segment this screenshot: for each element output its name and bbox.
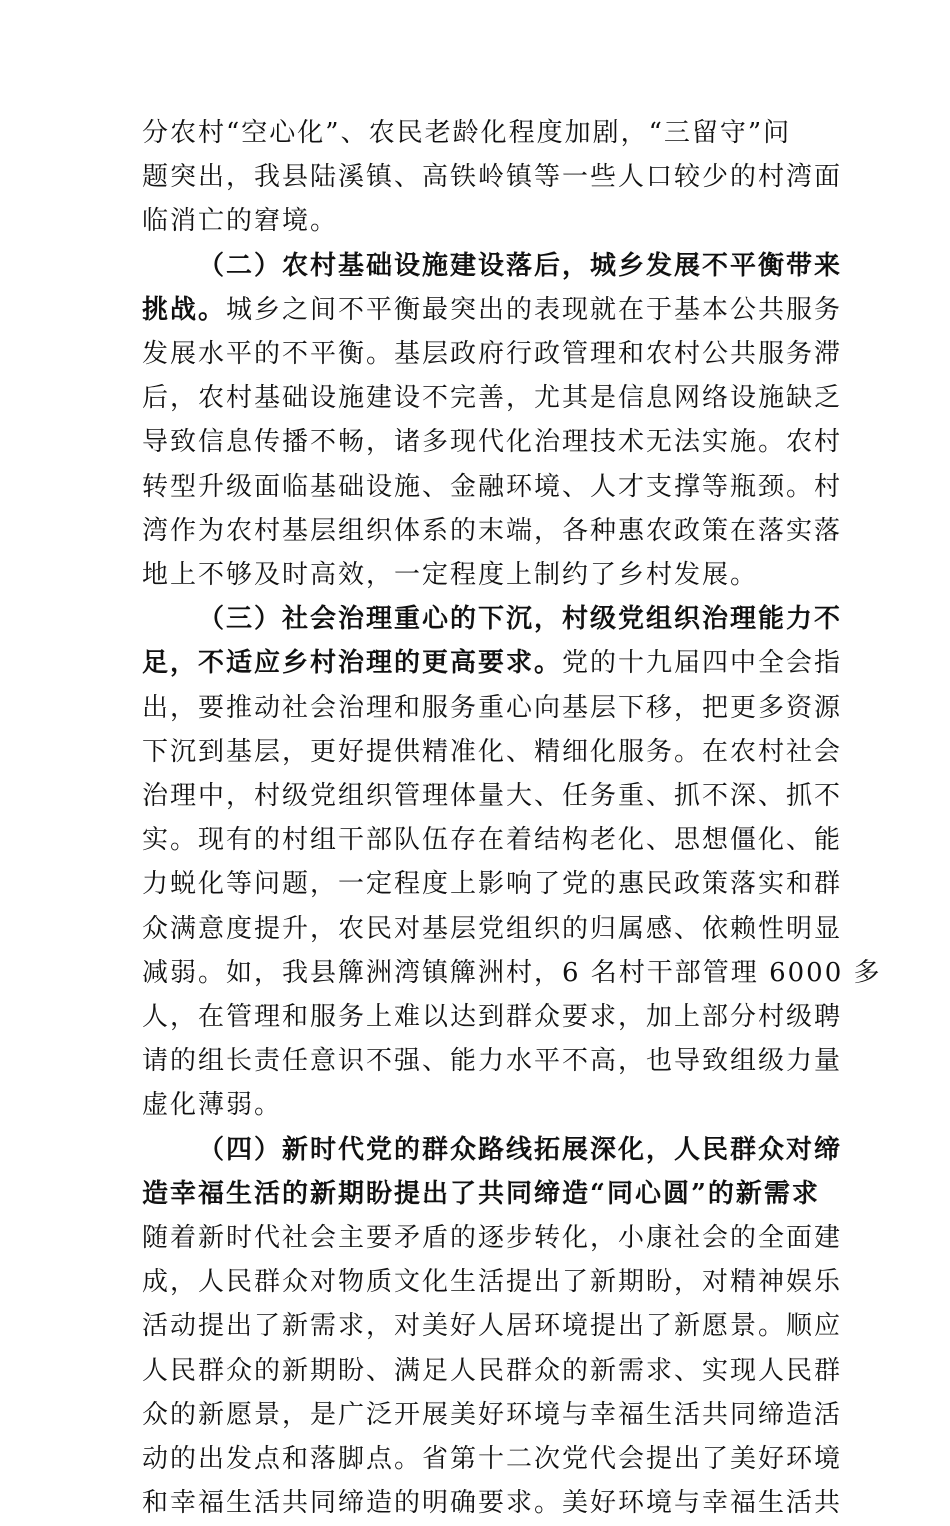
section-heading-2-cont: 挑战。 [142, 294, 227, 325]
paragraph-2 [142, 244, 843, 598]
text-line: 虚化薄弱。 [142, 1090, 283, 1121]
text-line: 减弱。如，我县簰洲湾镇簰洲村，6 名村干部管理 6000 多 [142, 957, 882, 988]
text-line: 出，要推动社会治理和服务重心向基层下移，把更多资源 [142, 692, 843, 723]
text-line: 人，在管理和服务上难以达到群众要求，加上部分村级聘 [142, 1002, 843, 1033]
text-line: 请的组长责任意识不强、能力水平不高，也导致组级力量 [142, 1046, 843, 1077]
text-line: 随着新时代社会主要矛盾的逐步转化，小康社会的全面建 [142, 1223, 843, 1254]
text-line: 众满意度提升，农民对基层党组织的归属感、依赖性明显 [142, 913, 843, 944]
text-line: 下沉到基层，更好提供精准化、精细化服务。在农村社会 [142, 736, 843, 767]
text-line: 人民群众的新期盼、满足人民群众的新需求、实现人民群 [142, 1355, 843, 1386]
text-line: 治理中，村级党组织管理体量大、任务重、抓不深、抓不 [142, 781, 843, 812]
text-line: 活动提出了新需求，对美好人居环境提出了新愿景。顺应 [142, 1311, 843, 1342]
section-heading-4-cont: 造幸福生活的新期盼提出了共同缔造“同心圆”的新需求 [142, 1178, 820, 1209]
text-line: 实。现有的村组干部队伍存在着结构老化、思想僵化、能 [142, 825, 843, 856]
text-line: 成，人民群众对物质文化生活提出了新期盼，对精神娱乐 [142, 1267, 843, 1298]
section-heading-3: （三）社会治理重心的下沉，村级党组织治理能力不 [198, 604, 843, 635]
text-line: 导致信息传播不畅，诸多现代化治理技术无法实施。农村 [142, 427, 843, 458]
text-line: 众的新愿景，是广泛开展美好环境与幸福生活共同缔造活 [142, 1399, 843, 1430]
text-line: 临消亡的窘境。 [142, 206, 339, 237]
paragraph-3 [142, 597, 882, 1127]
text-line: 和幸福生活共同缔造的明确要求。美好环境与幸福生活共 [142, 1488, 843, 1519]
text-line: 发展水平的不平衡。基层政府行政管理和农村公共服务滞 [142, 339, 843, 370]
text-line: 地上不够及时高效，一定程度上制约了乡村发展。 [142, 560, 759, 591]
text-line: 分农村“空心化”、农民老龄化程度加剧，“三留守”问 [142, 118, 792, 148]
text-line: 力蜕化等问题，一定程度上影响了党的惠民政策落实和群 [142, 869, 843, 900]
section-heading-2: （二）农村基础设施建设落后，城乡发展不平衡带来 [198, 250, 843, 281]
text-line: 后，农村基础设施建设不完善，尤其是信息网络设施缺乏 [142, 383, 843, 414]
text-line: 党的十九届四中全会指 [562, 648, 843, 679]
text-line: 动的出发点和落脚点。省第十二次党代会提出了美好环境 [142, 1444, 843, 1475]
text-line: 湾作为农村基层组织体系的末端，各种惠农政策在落实落 [142, 515, 843, 546]
paragraph-4 [142, 1128, 843, 1526]
document-body [142, 111, 882, 1526]
section-heading-3-cont: 足，不适应乡村治理的更高要求。 [142, 648, 563, 679]
paragraph-1 [142, 111, 843, 244]
section-heading-4: （四）新时代党的群众路线拓展深化，人民群众对缔 [198, 1134, 843, 1165]
text-line: 城乡之间不平衡最突出的表现就在于基本公共服务 [226, 294, 843, 325]
text-line: 转型升级面临基础设施、金融环境、人才支撑等瓶颈。村 [142, 471, 843, 502]
text-line: 题突出，我县陆溪镇、高铁岭镇等一些人口较少的村湾面 [142, 162, 843, 193]
